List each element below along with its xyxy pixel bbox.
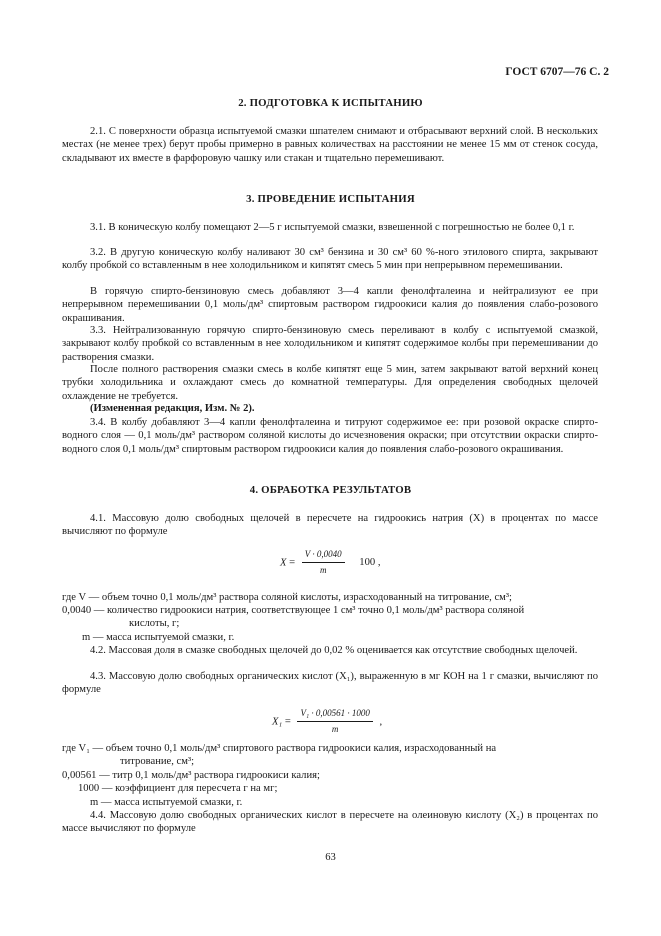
amendment-note: (Измененная редакция, Изм. № 2). — [90, 403, 255, 414]
legend-m-2: m — масса испытуемой смазки, г. — [90, 797, 243, 808]
legend-0-0040: 0,0040 — количество гидроокиси натрия, соответствующее 1 см³ точно 0,1 моль/дм³ раствора соляной — [62, 605, 525, 616]
formula-x-factor: 100 , — [359, 557, 381, 569]
paragraph-4-3: 4.3. Массовую долю свободных органических кислот (X₁), выраженную в мг КОН на 1 г смазки, вычисляют по формуле — [62, 671, 598, 696]
page-header: ГОСТ 6707—76 С. 2 — [505, 66, 609, 78]
formula-x-lhs: X — [280, 557, 287, 569]
paragraph-3-3-cont: После полного растворения смазки смесь в колбе кипятят еще 5 мин, затем закрывают ватой верхний конец трубки холодильника и охлаждают смесь до комнатной температуры. Для определения свободных щелочей охлаждение не требуется. — [62, 364, 598, 402]
legend-v: где V — объем точно 0,1 моль/дм³ раствора соляной кислоты, израсходованный на титрование, см³; — [62, 592, 512, 603]
paragraph-4-4: 4.4. Массовую долю свободных органических кислот в пересчете на олеиновую кислоту (X₂) в процентах по массе вычисляют по формуле — [62, 810, 598, 835]
formula-x1-eq: = — [284, 716, 291, 728]
legend-v1-cont: титрование, см³; — [120, 756, 195, 767]
paragraph-3-2-cont: В горячую спирто-бензиновую смесь добавляют 3—4 капли фенолфталеина и нейтрализуют ее при непрерывном перемешивании 0,1 моль/дм³ спиртовым раствором гидроокиси калия до появления слабо-розового окрашивания. — [62, 286, 598, 324]
paragraph-3-3: 3.3. Нейтрализованную горячую спирто-бензиновую смесь переливают в колбу с испытуемой смазкой, закрывают колбу пробкой со вставленным в нее холодильником и кипятят содержимое колбы при перемешивании до растворения смазки. — [62, 325, 598, 363]
paragraph-3-4: 3.4. В колбу добавляют 3—4 капли фенолфталеина и титруют содержимое ее: при розовой окраске спирто-водного слоя — 0,1 моль/дм³ раствором соляной кислоты до исчезновения окраски; при отсутствии окраски спирто-водного слоя 0,1 моль/дм³ спиртовым раствором гидроокиси калия до появления слабо-розового окрашивания. — [62, 417, 598, 455]
formula-x1-fraction — [297, 707, 372, 737]
legend-1000: 1000 — коэффициент для пересчета г на мг; — [78, 783, 278, 794]
formula-x1-comma: , — [379, 716, 383, 728]
paragraph-4-2: 4.2. Массовая доля в смазке свободных щелочей до 0,02 % оценивается как отсутствие свободных щелочей. — [90, 645, 578, 656]
section-4-title: 4. ОБРАБОТКА РЕЗУЛЬТАТОВ — [249, 484, 412, 496]
formula-x-denominator: m — [319, 565, 327, 576]
page-number: 63 — [325, 852, 336, 863]
formula-x-eq: = — [289, 557, 296, 569]
legend-0-0040-cont: кислоты, г; — [129, 618, 180, 629]
paragraph-2-1: 2.1. С поверхности образца испытуемой смазки шпателем снимают и отбрасывают верхний слой. В нескольких местах (не менее трех) берут пробы примерно в равных количествах на расстоянии не менее 15 мм от стенок сосуда, складывают их вместе в фарфоровую чашку или стакан и тщательно перемешивают. — [62, 126, 598, 164]
formula-x-numerator: V · 0,0040 — [302, 548, 345, 563]
section-3-title: 3. ПРОВЕДЕНИЕ ИСПЫТАНИЯ — [246, 193, 415, 205]
formula-x — [280, 548, 380, 578]
legend-v1: где V₁ — объем точно 0,1 моль/дм³ спиртового раствора гидроокиси калия, израсходованный на — [62, 743, 497, 754]
formula-x-fraction — [302, 548, 345, 578]
formula-x1 — [272, 707, 382, 737]
formula-x1-denominator: m — [331, 724, 339, 735]
section-2-title: 2. ПОДГОТОВКА К ИСПЫТАНИЮ — [238, 97, 423, 109]
paragraph-3-1: 3.1. В коническую колбу помещают 2—5 г испытуемой смазки, взвешенной с погрешностью не более 0,1 г. — [90, 222, 575, 233]
legend-m: m — масса испытуемой смазки, г. — [82, 632, 235, 643]
formula-x1-numerator: V₁ · 0,00561 · 1000 — [297, 707, 372, 722]
paragraph-4-1: 4.1. Массовую долю свободных щелочей в пересчете на гидроокись натрия (X) в процентах по массе вычисляют по формуле — [62, 513, 598, 538]
paragraph-3-2: 3.2. В другую коническую колбу наливают 30 см³ бензина и 30 см³ 60 %-ного этилового спирта, закрывают колбу пробкой со вставленным в нее холодильником и кипятят смесь 5 мин при непрерывном перемешивании. — [62, 247, 598, 272]
formula-x1-lhs: X₁ — [272, 716, 283, 728]
legend-0-00561: 0,00561 — титр 0,1 моль/дм³ раствора гидроокиси калия; — [62, 770, 320, 781]
